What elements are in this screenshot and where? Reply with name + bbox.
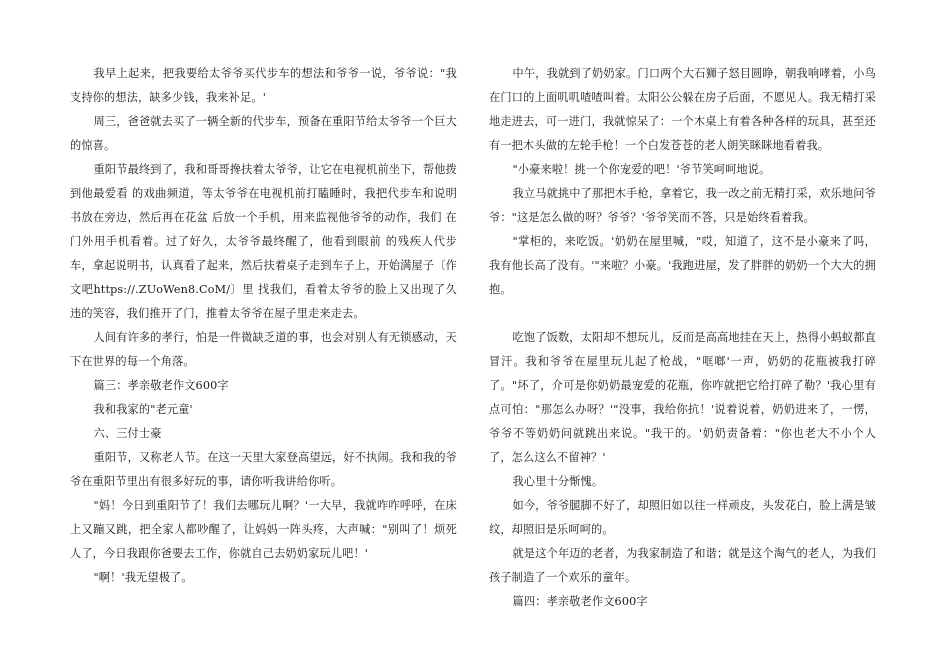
paragraph-wednesday-purchase: 周三，爸爸就去买了一辆全新的代步车，预备在重阳节给太爷爷一个巨大的惊喜。 xyxy=(70,115,457,152)
paragraph-closing: 就是这个年迈的老者，为我家制造了和谐；就是这个淘气的老人，为我们孩子制造了一个欢乐的童年。 xyxy=(489,547,876,584)
paragraph-dinner-call: "掌柜的，来吃饭。'奶奶在屋里喊，"哎，知道了，这不是小豪来了吗，我有他长高了没有。'"来啦？小豪。'我跑进屋，发了胖胖的奶奶一个大大的拥抱。 xyxy=(489,235,876,296)
paragraph-chongyang-surprise: 重阳节最终到了，我和哥哥搀扶着太爷爷，让它在电视机前坐下，帮他拨到他最爱看 的戏曲频道，等太爷爷在电视机前打瞌睡时，我把代步车和说明书放在旁边，然后再在花盆 后放一个手机，用来监视他爷爷的动作，我们 在门外用手机看着。过了好久，太爷爷最终醒了，他看到眼前 的残疾人代步车，拿起说明书，认真看了起来，然后扶着桌子走到车子上，开始满屋子〔作文吧https://.ZUoWen8.CoM/〕里 找我们，看着太爷爷的脸上又出现了久违的笑容，我们推开了门，推着太爷爷在屋子里走来走去。 xyxy=(70,163,457,320)
paragraph-ashamed: 我心里十分惭愧。 xyxy=(512,475,604,488)
paragraph-daibuche-idea: 我早上起来，把我要给太爷爷买代步车的想法和爷爷一说，爷爷说："我支持你的想法，缺多少钱，我来补足。' xyxy=(70,67,457,104)
paragraph-noon-arrival: 中午，我就到了奶奶家。门口两个大石狮子怒目圆睁，朝我响哮着，小鸟在门口的上面叽叽喳喳叫着。太阳公公躲在房子后面，不愿见人。我无精打采地走进去，可一进门，我就惊呆了：一个木桌上有着各种各样的玩具，甚至还有一把木头做的左轮手枪！一个白发苍苍的老人朗笑眯眯地看着我。 xyxy=(489,67,876,152)
section-heading-pian-si: 篇四：孝亲敬老作文600字 xyxy=(512,595,648,608)
paragraph-wooden-gun: 我立马就挑中了那把木手枪，拿着它，我一改之前无精打采，欢乐地问爷爷："这是怎么做的呀？爷爷？'爷爷笑而不答，只是始终看着我。 xyxy=(489,187,876,224)
paragraph-filial-piety: 人间有许多的孝行，怕是一件微缺乏道的事，也会对别人有无锁感动，天下在世界的每一个角落。 xyxy=(70,331,457,368)
paragraph-morning-dialogue: "妈！今日到重阳节了！我们去哪玩儿啊？'一大早，我就咋咋呼呼，在床上又蹦又跳，把全家人都吵醒了，让妈妈一阵头疼，大声喊："别叫了！烦死人了，今日我跟你爸要去工作，你就自己去奶奶家玩儿吧！' xyxy=(70,499,457,560)
paragraph-broken-vase: 吃饱了饭数，太阳却不想玩儿，反而是高高地挂在天上，热得小蚂蚁都直冒汗。我和爷爷在屋里玩儿起了枪战，"哐啷'一声，奶奶的花瓶被我打碎了。"坏了，介可是你奶奶最宠爱的花瓶，你咋就把它给打碎了勒？'我心里有点可怕："那怎么办呀？'"没事，我给你抗！'说着说着，奶奶进来了，一愣，爷爷不等奶奶问就跳出来说。"我干的。'奶奶责备着："你也老大不小个人了，怎么这么不留神？' xyxy=(489,331,876,464)
paragraph-disappointed: "啊！'我无望极了。 xyxy=(93,571,193,584)
left-column xyxy=(70,62,457,590)
paragraph-chongyang-intro: 重阳节，又称老人节。在这一天里大家登高望远，好不执闹。我和我的爷爷在重阳节里出有很多好玩的事，请你听我讲给你听。 xyxy=(70,451,457,488)
section-heading-pian-san: 篇三：孝亲敬老作文600字 xyxy=(93,379,229,392)
essay-title: 我和我家的"老元童' xyxy=(93,403,193,416)
paragraph-grandpa-now: 如今，爷爷腿脚不好了，却照旧如以往一样顽皮，头发花白，脸上满是皱纹，却照旧是乐呵呵的。 xyxy=(489,499,876,536)
paragraph-grandpa-offer: "小豪来啦！挑一个你宠爱的吧！'爷节笑呵呵地说。 xyxy=(512,163,771,176)
essay-author: 六、三付士豪 xyxy=(93,427,162,440)
right-column xyxy=(489,62,876,614)
